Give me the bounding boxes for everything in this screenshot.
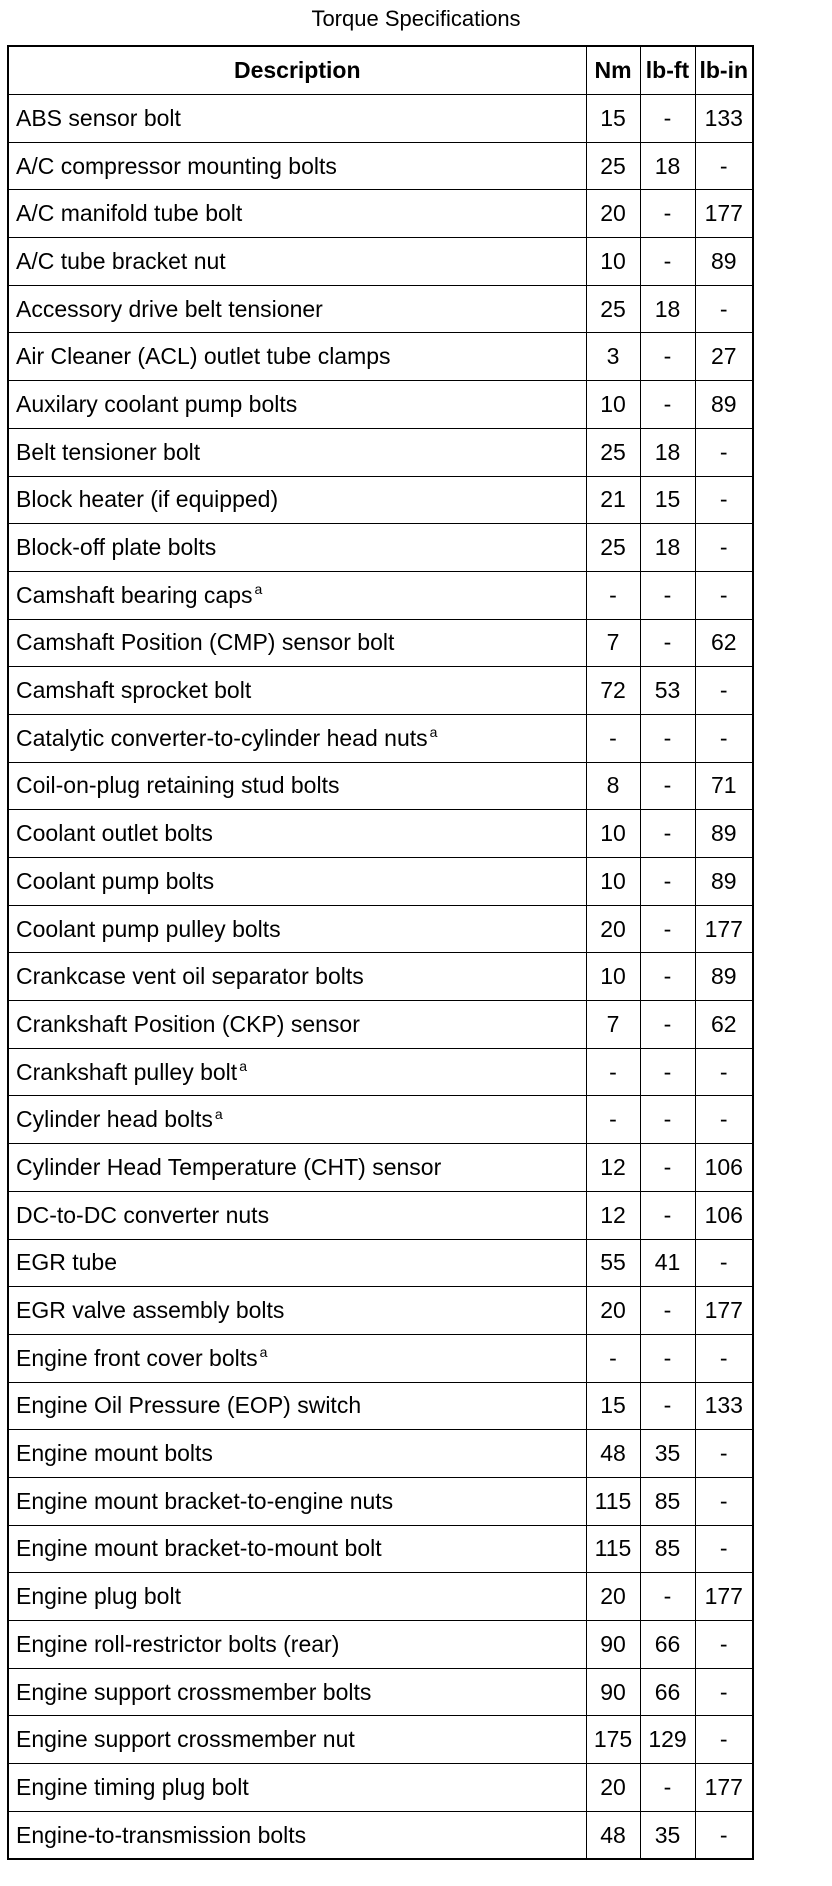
nm-cell: 55: [586, 1239, 640, 1287]
description-cell: [8, 714, 586, 762]
lb-ft-cell: -: [640, 1287, 695, 1335]
lb-in-cell: -: [695, 1430, 753, 1478]
lb-in-cell: 177: [695, 1287, 753, 1335]
description-cell: [8, 1239, 586, 1287]
lb-ft-cell: -: [640, 762, 695, 810]
table-row: [8, 714, 753, 762]
nm-cell: 25: [586, 524, 640, 572]
description-text: Engine mount bracket-to-mount bolt: [16, 1535, 382, 1562]
lb-ft-cell: -: [640, 858, 695, 906]
lb-in-cell: -: [695, 1621, 753, 1669]
description-cell: [8, 476, 586, 524]
description-cell: [8, 810, 586, 858]
description-cell: [8, 1334, 586, 1382]
description-cell: [8, 1764, 586, 1812]
nm-cell: 12: [586, 1144, 640, 1192]
nm-cell: 10: [586, 858, 640, 906]
description-text: ABS sensor bolt: [16, 104, 181, 131]
table-row: [8, 1668, 753, 1716]
lb-in-cell: -: [695, 1096, 753, 1144]
lb-in-cell: 71: [695, 762, 753, 810]
table-row: [8, 1525, 753, 1573]
lb-in-cell: -: [695, 667, 753, 715]
table-row: [8, 238, 753, 286]
description-cell: [8, 1382, 586, 1430]
description-cell: [8, 1048, 586, 1096]
lb-ft-cell: 18: [640, 428, 695, 476]
lb-ft-cell: 53: [640, 667, 695, 715]
nm-cell: 15: [586, 1382, 640, 1430]
description-cell: [8, 1573, 586, 1621]
lb-in-cell: -: [695, 1477, 753, 1525]
description-text: Camshaft sprocket bolt: [16, 677, 252, 704]
lb-in-cell: 89: [695, 953, 753, 1001]
lb-in-cell: 133: [695, 1382, 753, 1430]
nm-cell: 8: [586, 762, 640, 810]
description-text: Engine Oil Pressure (EOP) switch: [16, 1392, 362, 1419]
table-row: [8, 1096, 753, 1144]
lb-in-cell: 133: [695, 95, 753, 143]
lb-in-cell: 177: [695, 1573, 753, 1621]
description-cell: [8, 95, 586, 143]
lb-ft-cell: -: [640, 714, 695, 762]
nm-cell: 48: [586, 1430, 640, 1478]
description-text: Coolant outlet bolts: [16, 820, 213, 847]
nm-cell: 20: [586, 905, 640, 953]
table-row: [8, 1477, 753, 1525]
description-text: Engine roll-restrictor bolts (rear): [16, 1630, 340, 1657]
lb-in-cell: -: [695, 476, 753, 524]
description-cell: [8, 1001, 586, 1049]
nm-cell: 20: [586, 1287, 640, 1335]
lb-in-cell: -: [695, 285, 753, 333]
description-text: Coolant pump pulley bolts: [16, 915, 281, 942]
lb-in-cell: 89: [695, 238, 753, 286]
description-text: Engine-to-transmission bolts: [16, 1821, 307, 1848]
footnote-marker: a: [239, 1057, 247, 1074]
table-row: [8, 1764, 753, 1812]
description-cell: [8, 762, 586, 810]
description-cell: [8, 1811, 586, 1859]
description-text: Cylinder head bolts: [16, 1106, 213, 1133]
nm-cell: 115: [586, 1525, 640, 1573]
description-cell: [8, 1096, 586, 1144]
description-text: Block heater (if equipped): [16, 486, 279, 513]
description-cell: [8, 858, 586, 906]
table-row: [8, 953, 753, 1001]
description-cell: [8, 667, 586, 715]
description-cell: [8, 1287, 586, 1335]
nm-cell: -: [586, 571, 640, 619]
lb-ft-cell: -: [640, 1048, 695, 1096]
column-header-lb-in: lb-in: [695, 46, 753, 95]
nm-cell: 15: [586, 95, 640, 143]
table-row: [8, 1144, 753, 1192]
description-text: A/C tube bracket nut: [16, 247, 226, 274]
nm-cell: 10: [586, 953, 640, 1001]
lb-ft-cell: -: [640, 381, 695, 429]
nm-cell: -: [586, 714, 640, 762]
lb-in-cell: -: [695, 524, 753, 572]
table-row: [8, 142, 753, 190]
description-cell: [8, 953, 586, 1001]
table-row: [8, 858, 753, 906]
lb-in-cell: 89: [695, 381, 753, 429]
table-row: [8, 1382, 753, 1430]
description-cell: [8, 1144, 586, 1192]
table-row: [8, 571, 753, 619]
description-text: Accessory drive belt tensioner: [16, 295, 323, 322]
description-text: Camshaft bearing caps: [16, 581, 253, 608]
description-text: Engine mount bolts: [16, 1440, 213, 1467]
footnote-marker: a: [254, 581, 263, 598]
lb-in-cell: 177: [695, 1764, 753, 1812]
lb-in-cell: -: [695, 1048, 753, 1096]
nm-cell: 3: [586, 333, 640, 381]
table-row: [8, 1048, 753, 1096]
lb-ft-cell: -: [640, 333, 695, 381]
lb-in-cell: -: [695, 142, 753, 190]
lb-ft-cell: 85: [640, 1525, 695, 1573]
nm-cell: 25: [586, 285, 640, 333]
lb-ft-cell: 18: [640, 142, 695, 190]
lb-ft-cell: -: [640, 95, 695, 143]
lb-ft-cell: -: [640, 905, 695, 953]
description-cell: [8, 285, 586, 333]
description-text: EGR tube: [16, 1249, 117, 1276]
description-text: Belt tensioner bolt: [16, 438, 201, 465]
description-cell: [8, 1525, 586, 1573]
description-cell: [8, 1191, 586, 1239]
description-text: Coolant pump bolts: [16, 867, 215, 894]
description-text: Block-off plate bolts: [16, 534, 217, 561]
nm-cell: 20: [586, 1764, 640, 1812]
description-cell: [8, 571, 586, 619]
table-header-row: [8, 46, 753, 95]
nm-cell: 7: [586, 1001, 640, 1049]
nm-cell: 90: [586, 1668, 640, 1716]
description-cell: [8, 905, 586, 953]
footnote-marker: a: [214, 1105, 223, 1122]
lb-ft-cell: 35: [640, 1811, 695, 1859]
table-row: [8, 1811, 753, 1859]
lb-ft-cell: -: [640, 1144, 695, 1192]
description-cell: [8, 1716, 586, 1764]
nm-cell: 20: [586, 190, 640, 238]
lb-ft-cell: 35: [640, 1430, 695, 1478]
nm-cell: 175: [586, 1716, 640, 1764]
table-row: [8, 428, 753, 476]
description-text: Engine mount bracket-to-engine nuts: [16, 1487, 394, 1514]
table-row: [8, 905, 753, 953]
table-row: [8, 381, 753, 429]
lb-ft-cell: 15: [640, 476, 695, 524]
description-text: Crankshaft pulley bolt: [16, 1058, 238, 1085]
lb-in-cell: 106: [695, 1191, 753, 1239]
nm-cell: 21: [586, 476, 640, 524]
table-row: [8, 1430, 753, 1478]
description-cell: [8, 524, 586, 572]
lb-ft-cell: -: [640, 1573, 695, 1621]
lb-ft-cell: 129: [640, 1716, 695, 1764]
lb-ft-cell: 85: [640, 1477, 695, 1525]
description-text: Coil-on-plug retaining stud bolts: [16, 772, 340, 799]
description-cell: [8, 1621, 586, 1669]
table-row: [8, 476, 753, 524]
lb-in-cell: 62: [695, 1001, 753, 1049]
description-text: EGR valve assembly bolts: [16, 1297, 285, 1324]
nm-cell: 25: [586, 428, 640, 476]
table-row: [8, 1001, 753, 1049]
table-row: [8, 1239, 753, 1287]
table-row: [8, 1621, 753, 1669]
description-text: DC-to-DC converter nuts: [16, 1201, 270, 1228]
table-row: [8, 285, 753, 333]
table-row: [8, 190, 753, 238]
lb-in-cell: 27: [695, 333, 753, 381]
nm-cell: 12: [586, 1191, 640, 1239]
lb-ft-cell: -: [640, 190, 695, 238]
description-text: Engine front cover bolts: [16, 1344, 258, 1371]
description-text: Engine timing plug bolt: [16, 1773, 249, 1800]
description-text: Engine plug bolt: [16, 1583, 181, 1610]
lb-ft-cell: -: [640, 1334, 695, 1382]
nm-cell: 72: [586, 667, 640, 715]
nm-cell: 90: [586, 1621, 640, 1669]
description-cell: [8, 1430, 586, 1478]
lb-in-cell: 106: [695, 1144, 753, 1192]
table-row: [8, 667, 753, 715]
lb-ft-cell: 66: [640, 1621, 695, 1669]
lb-in-cell: -: [695, 1716, 753, 1764]
lb-in-cell: -: [695, 1239, 753, 1287]
lb-in-cell: 62: [695, 619, 753, 667]
nm-cell: 10: [586, 238, 640, 286]
lb-ft-cell: -: [640, 953, 695, 1001]
lb-ft-cell: -: [640, 1096, 695, 1144]
nm-cell: 7: [586, 619, 640, 667]
column-header-description: Description: [8, 46, 586, 95]
lb-in-cell: -: [695, 428, 753, 476]
nm-cell: 48: [586, 1811, 640, 1859]
description-cell: [8, 333, 586, 381]
nm-cell: 25: [586, 142, 640, 190]
table-row: [8, 1716, 753, 1764]
description-cell: [8, 428, 586, 476]
nm-cell: 115: [586, 1477, 640, 1525]
lb-in-cell: 89: [695, 858, 753, 906]
nm-cell: 10: [586, 381, 640, 429]
nm-cell: -: [586, 1048, 640, 1096]
lb-ft-cell: 18: [640, 285, 695, 333]
description-text: Cylinder Head Temperature (CHT) sensor: [16, 1153, 442, 1180]
table-row: [8, 95, 753, 143]
description-cell: [8, 1477, 586, 1525]
description-cell: [8, 619, 586, 667]
description-text: Catalytic converter-to-cylinder head nuts: [16, 724, 428, 751]
page-title: Torque Specifications: [311, 6, 521, 31]
lb-ft-cell: -: [640, 1191, 695, 1239]
lb-in-cell: -: [695, 571, 753, 619]
column-header-nm: Nm: [586, 46, 640, 95]
lb-in-cell: 177: [695, 905, 753, 953]
nm-cell: -: [586, 1096, 640, 1144]
torque-spec-table: [7, 45, 754, 1860]
lb-in-cell: -: [695, 1525, 753, 1573]
description-text: Crankcase vent oil separator bolts: [16, 963, 364, 990]
table-row: [8, 810, 753, 858]
description-text: Engine support crossmember nut: [16, 1726, 355, 1753]
description-cell: [8, 238, 586, 286]
lb-ft-cell: 18: [640, 524, 695, 572]
lb-ft-cell: -: [640, 571, 695, 619]
column-header-lb-ft: lb-ft: [640, 46, 695, 95]
table-row: [8, 762, 753, 810]
description-text: Engine support crossmember bolts: [16, 1678, 372, 1705]
description-cell: [8, 190, 586, 238]
description-text: Auxilary coolant pump bolts: [16, 390, 298, 417]
lb-ft-cell: 41: [640, 1239, 695, 1287]
lb-in-cell: -: [695, 1334, 753, 1382]
description-text: Air Cleaner (ACL) outlet tube clamps: [16, 343, 391, 370]
lb-ft-cell: -: [640, 1382, 695, 1430]
footnote-marker: a: [429, 724, 438, 741]
lb-ft-cell: -: [640, 810, 695, 858]
table-row: [8, 333, 753, 381]
table-row: [8, 1287, 753, 1335]
table-row: [8, 1573, 753, 1621]
lb-ft-cell: 66: [640, 1668, 695, 1716]
lb-in-cell: -: [695, 1811, 753, 1859]
description-cell: [8, 1668, 586, 1716]
description-cell: [8, 381, 586, 429]
table-row: [8, 524, 753, 572]
description-cell: [8, 142, 586, 190]
lb-ft-cell: -: [640, 1001, 695, 1049]
table-row: [8, 619, 753, 667]
nm-cell: 10: [586, 810, 640, 858]
nm-cell: 20: [586, 1573, 640, 1621]
lb-in-cell: 89: [695, 810, 753, 858]
description-text: Camshaft Position (CMP) sensor bolt: [16, 629, 395, 656]
table-row: [8, 1334, 753, 1382]
description-text: A/C compressor mounting bolts: [16, 152, 337, 179]
lb-ft-cell: -: [640, 619, 695, 667]
lb-in-cell: -: [695, 1668, 753, 1716]
lb-ft-cell: -: [640, 238, 695, 286]
footnote-marker: a: [259, 1344, 268, 1361]
nm-cell: -: [586, 1334, 640, 1382]
description-text: Crankshaft Position (CKP) sensor: [16, 1010, 360, 1037]
table-row: [8, 1191, 753, 1239]
lb-in-cell: -: [695, 714, 753, 762]
lb-in-cell: 177: [695, 190, 753, 238]
description-text: A/C manifold tube bolt: [16, 200, 243, 227]
lb-ft-cell: -: [640, 1764, 695, 1812]
